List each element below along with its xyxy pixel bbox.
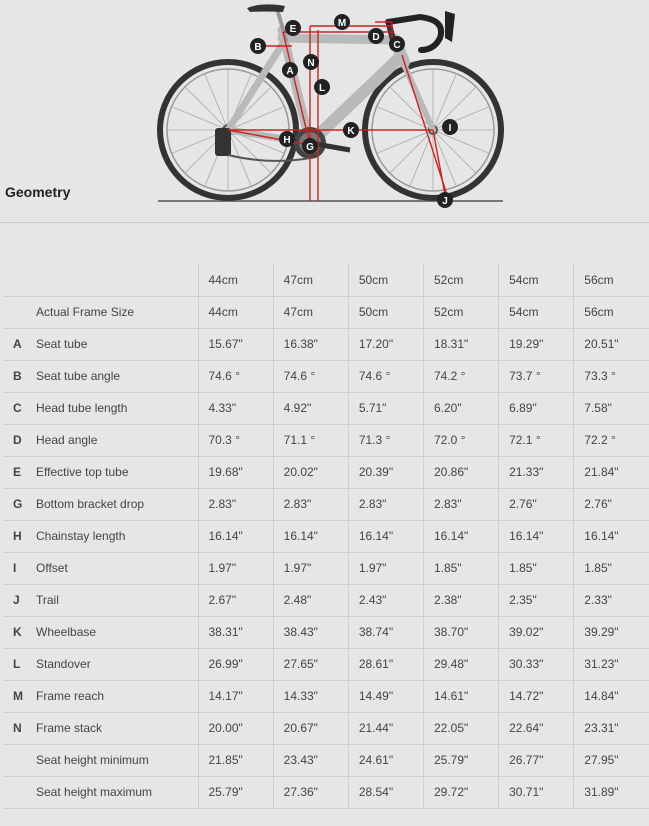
table-cell: 31.89" <box>574 776 649 808</box>
table-cell: 74.6 ° <box>198 360 273 392</box>
table-cell: 16.14" <box>273 520 348 552</box>
table-cell: 1.97" <box>273 552 348 584</box>
row-label: Wheelbase <box>31 616 198 648</box>
svg-text:D: D <box>372 32 380 43</box>
table-cell: 1.85" <box>423 552 498 584</box>
table-cell: 20.00" <box>198 712 273 744</box>
column-header-size: 50cm <box>348 264 423 296</box>
diagram-label-B <box>250 38 266 54</box>
table-cell: 29.72" <box>423 776 498 808</box>
row-label: Seat tube angle <box>31 360 198 392</box>
table-cell: 16.38" <box>273 328 348 360</box>
table-cell: 20.86" <box>423 456 498 488</box>
table-cell: 2.48" <box>273 584 348 616</box>
column-header-size: 52cm <box>423 264 498 296</box>
row-label: Actual Frame Size <box>31 296 198 328</box>
svg-text:N: N <box>307 58 315 69</box>
table-row <box>3 648 649 680</box>
table-cell: 26.99" <box>198 648 273 680</box>
svg-text:G: G <box>306 142 314 153</box>
svg-text:L: L <box>318 83 326 94</box>
row-letter <box>3 296 31 328</box>
diagram-label-J <box>437 192 453 208</box>
table-cell: 2.83" <box>273 488 348 520</box>
table-row <box>3 360 649 392</box>
table-cell: 14.49" <box>348 680 423 712</box>
table-cell: 52cm <box>423 296 498 328</box>
row-letter: B <box>3 360 31 392</box>
column-header-size: 47cm <box>273 264 348 296</box>
table-cell: 2.67" <box>198 584 273 616</box>
row-letter <box>3 744 31 776</box>
table-cell: 19.29" <box>499 328 574 360</box>
table-cell: 2.43" <box>348 584 423 616</box>
table-cell: 1.97" <box>348 552 423 584</box>
table-cell: 73.3 ° <box>574 360 649 392</box>
table-cell: 2.76" <box>574 488 649 520</box>
table-cell: 38.70" <box>423 616 498 648</box>
saddle <box>247 4 285 12</box>
table-cell: 16.14" <box>423 520 498 552</box>
table-cell: 25.79" <box>423 744 498 776</box>
diagram-label-C <box>389 36 405 52</box>
diagram-label-A <box>282 62 298 78</box>
table-cell: 16.14" <box>198 520 273 552</box>
table-cell: 24.61" <box>348 744 423 776</box>
diagram-label-K <box>343 122 359 138</box>
table-row <box>3 488 649 520</box>
row-letter: H <box>3 520 31 552</box>
table-cell: 14.84" <box>574 680 649 712</box>
row-letter: J <box>3 584 31 616</box>
table-cell: 2.83" <box>423 488 498 520</box>
diagram-label-I <box>442 119 458 135</box>
table-cell: 16.14" <box>574 520 649 552</box>
table-row <box>3 392 649 424</box>
table-cell: 38.31" <box>198 616 273 648</box>
row-label: Seat tube <box>31 328 198 360</box>
geometry-table <box>3 264 649 809</box>
brake-lever <box>445 11 455 42</box>
table-cell: 31.23" <box>574 648 649 680</box>
table-cell: 6.89" <box>499 392 574 424</box>
row-letter: M <box>3 680 31 712</box>
row-label: Frame stack <box>31 712 198 744</box>
table-cell: 74.6 ° <box>273 360 348 392</box>
column-header-size: 56cm <box>574 264 649 296</box>
column-header-size: 44cm <box>198 264 273 296</box>
table-row <box>3 328 649 360</box>
table-cell: 38.74" <box>348 616 423 648</box>
header-letter-cell <box>3 264 31 296</box>
page-title: Geometry <box>5 184 71 200</box>
table-cell: 56cm <box>574 296 649 328</box>
row-letter: L <box>3 648 31 680</box>
svg-text:K: K <box>347 126 355 137</box>
table-row <box>3 712 649 744</box>
table-cell: 1.97" <box>198 552 273 584</box>
table-cell: 72.2 ° <box>574 424 649 456</box>
table-cell: 54cm <box>499 296 574 328</box>
table-cell: 27.65" <box>273 648 348 680</box>
table-row <box>3 680 649 712</box>
row-label: Offset <box>31 552 198 584</box>
table-cell: 2.38" <box>423 584 498 616</box>
table-row <box>3 616 649 648</box>
table-cell: 15.67" <box>198 328 273 360</box>
table-cell: 70.3 ° <box>198 424 273 456</box>
row-letter: I <box>3 552 31 584</box>
table-cell: 2.83" <box>348 488 423 520</box>
table-cell: 74.2 ° <box>423 360 498 392</box>
row-label: Seat height minimum <box>31 744 198 776</box>
table-cell: 30.33" <box>499 648 574 680</box>
table-cell: 72.0 ° <box>423 424 498 456</box>
table-cell: 44cm <box>198 296 273 328</box>
table-cell: 22.05" <box>423 712 498 744</box>
svg-text:A: A <box>286 66 294 77</box>
row-label: Trail <box>31 584 198 616</box>
row-letter: G <box>3 488 31 520</box>
table-cell: 7.58" <box>574 392 649 424</box>
table-row <box>3 424 649 456</box>
row-letter: K <box>3 616 31 648</box>
table-cell: 74.6 ° <box>348 360 423 392</box>
table-cell: 27.95" <box>574 744 649 776</box>
table-cell: 71.3 ° <box>348 424 423 456</box>
table-cell: 14.17" <box>198 680 273 712</box>
row-label: Seat height maximum <box>31 776 198 808</box>
row-letter: N <box>3 712 31 744</box>
table-cell: 39.29" <box>574 616 649 648</box>
table-cell: 2.33" <box>574 584 649 616</box>
table-cell: 20.51" <box>574 328 649 360</box>
table-cell: 20.39" <box>348 456 423 488</box>
row-label: Head tube length <box>31 392 198 424</box>
svg-text:B: B <box>254 42 262 53</box>
diagram-label-H <box>279 131 295 147</box>
table-cell: 4.33" <box>198 392 273 424</box>
table-cell: 2.83" <box>198 488 273 520</box>
table-cell: 14.33" <box>273 680 348 712</box>
table-cell: 28.61" <box>348 648 423 680</box>
row-letter <box>3 776 31 808</box>
table-cell: 16.14" <box>499 520 574 552</box>
row-label: Frame reach <box>31 680 198 712</box>
table-cell: 1.85" <box>499 552 574 584</box>
table-row <box>3 456 649 488</box>
bike-geometry-diagram <box>0 0 649 215</box>
table-cell: 1.85" <box>574 552 649 584</box>
table-cell: 21.44" <box>348 712 423 744</box>
table-cell: 20.67" <box>273 712 348 744</box>
row-letter: A <box>3 328 31 360</box>
table-row <box>3 296 649 328</box>
row-letter: E <box>3 456 31 488</box>
table-cell: 23.43" <box>273 744 348 776</box>
header-label-cell <box>31 264 198 296</box>
title-divider <box>0 222 649 223</box>
row-letter: D <box>3 424 31 456</box>
table-row <box>3 552 649 584</box>
table-row <box>3 744 649 776</box>
diagram-label-N <box>303 54 319 70</box>
svg-text:M: M <box>337 18 347 29</box>
table-cell: 20.02" <box>273 456 348 488</box>
table-cell: 5.71" <box>348 392 423 424</box>
column-header-size: 54cm <box>499 264 574 296</box>
row-label: Effective top tube <box>31 456 198 488</box>
table-cell: 28.54" <box>348 776 423 808</box>
table-cell: 23.31" <box>574 712 649 744</box>
row-label: Bottom bracket drop <box>31 488 198 520</box>
row-label: Chainstay length <box>31 520 198 552</box>
table-header-row <box>3 264 649 296</box>
svg-text:E: E <box>289 24 297 35</box>
diagram-label-D <box>368 28 384 44</box>
svg-text:H: H <box>283 135 291 146</box>
table-cell: 72.1 ° <box>499 424 574 456</box>
table-cell: 21.85" <box>198 744 273 776</box>
table-cell: 14.72" <box>499 680 574 712</box>
table-row <box>3 776 649 808</box>
table-cell: 21.33" <box>499 456 574 488</box>
table-cell: 18.31" <box>423 328 498 360</box>
row-label: Standover <box>31 648 198 680</box>
table-cell: 26.77" <box>499 744 574 776</box>
table-cell: 30.71" <box>499 776 574 808</box>
table-cell: 17.20" <box>348 328 423 360</box>
table-cell: 47cm <box>273 296 348 328</box>
table-cell: 38.43" <box>273 616 348 648</box>
table-cell: 19.68" <box>198 456 273 488</box>
table-cell: 22.64" <box>499 712 574 744</box>
table-cell: 16.14" <box>348 520 423 552</box>
table-cell: 6.20" <box>423 392 498 424</box>
diagram-label-M <box>334 14 350 30</box>
table-cell: 2.76" <box>499 488 574 520</box>
diagram-label-L <box>314 79 330 95</box>
table-row <box>3 584 649 616</box>
svg-text:J: J <box>442 196 448 207</box>
table-cell: 25.79" <box>198 776 273 808</box>
row-letter: C <box>3 392 31 424</box>
svg-text:I: I <box>448 123 452 134</box>
table-cell: 27.36" <box>273 776 348 808</box>
table-row <box>3 520 649 552</box>
table-cell: 29.48" <box>423 648 498 680</box>
table-cell: 2.35" <box>499 584 574 616</box>
table-cell: 14.61" <box>423 680 498 712</box>
diagram-label-E <box>285 20 301 36</box>
table-cell: 71.1 ° <box>273 424 348 456</box>
table-cell: 50cm <box>348 296 423 328</box>
table-cell: 39.02" <box>499 616 574 648</box>
row-label: Head angle <box>31 424 198 456</box>
table-cell: 21.84" <box>574 456 649 488</box>
diagram-label-G <box>302 138 318 154</box>
table-cell: 73.7 ° <box>499 360 574 392</box>
svg-text:C: C <box>393 40 401 51</box>
table-cell: 4.92" <box>273 392 348 424</box>
